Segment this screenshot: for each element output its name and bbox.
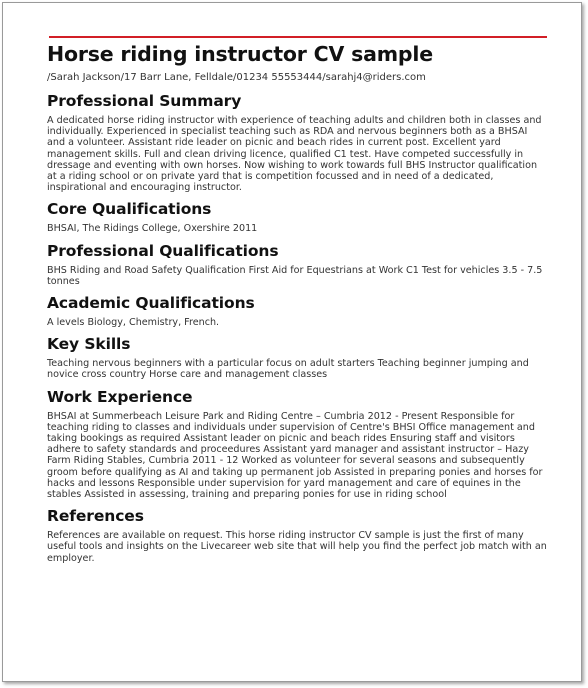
section-body: A dedicated horse riding instructor with experience of teaching adults and children both in classes and individually. Experienced in specialist teaching such as RDA and nervous beginners both as a BHSAI and a volunteer. Assistant ride leader on picnic and beach rides in current post. Excellent yard management skills. Full and clean driving licence, qualified C1 test. Have competed successfully in dressage and eventing with own horses. Now wishing to work towards full BHS Instructor qualification at a riding school or on private yard that is competition focussed and in need of a dedicated, inspirational and encouraging instructor. <box>47 115 542 194</box>
section-heading: Professional Summary <box>47 92 242 110</box>
section-body: BHSAI at Summerbeach Leisure Park and Riding Centre – Cumbria 2012 - Present Responsible for teaching riding to classes and individuals under supervision of Centre's BHSI Office management and taking bookings as required Assistant leader on picnic and beach rides Ensuring staff and visitors adhere to safety standards and proceedures Assistant yard manager and assistant instructor – Hazy Farm Riding Stables, Cumbria 2011 - 12 Worked as volunteer for several seasons and subsequently groom before qualifying as AI and taking up permanent job Assisted in preparing ponies and horses for hacks and lessons Responsible under supervision for yard management and care of equines in the stables Assisted in assessing, training and preparing ponies for use in riding school <box>47 410 543 501</box>
cv-content <box>47 41 547 570</box>
section-professional-qualifications <box>47 241 547 287</box>
section-heading: References <box>47 507 144 526</box>
section-academic-qualifications <box>47 293 547 328</box>
section-core-qualifications <box>47 199 547 234</box>
section-heading: Core Qualifications <box>47 200 212 219</box>
section-heading: Professional Qualifications <box>47 241 279 260</box>
section-heading: Academic Qualifications <box>47 294 255 313</box>
section-body: A levels Biology, Chemistry, French. <box>47 317 220 329</box>
title-accent-line <box>49 36 547 38</box>
contact-line: /Sarah Jackson/17 Barr Lane, Felldale/01234 55553444/sarahj4@riders.com <box>47 72 426 83</box>
section-body: References are available on request. This horse riding instructor CV sample is just the first of many useful tools and insights on the Livecareer web site that will help you find the perfect job match with an employer. <box>47 530 547 564</box>
section-key-skills <box>47 334 547 380</box>
cv-page <box>2 2 582 682</box>
section-heading: Key Skills <box>47 335 131 354</box>
section-work-experience <box>47 387 547 501</box>
section-body: BHSAI, The Ridings College, Oxershire 2011 <box>47 223 258 235</box>
section-professional-summary <box>47 91 547 193</box>
page-title: Horse riding instructor CV sample <box>47 42 433 66</box>
section-heading: Work Experience <box>47 387 193 406</box>
section-body: Teaching nervous beginners with a particular focus on adult starters Teaching beginner jumping and novice cross country Horse care and management classes <box>47 358 529 381</box>
section-references <box>47 506 547 564</box>
section-body: BHS Riding and Road Safety Qualification First Aid for Equestrians at Work C1 Test for vehicles 3.5 - 7.5 tonnes <box>47 264 543 287</box>
